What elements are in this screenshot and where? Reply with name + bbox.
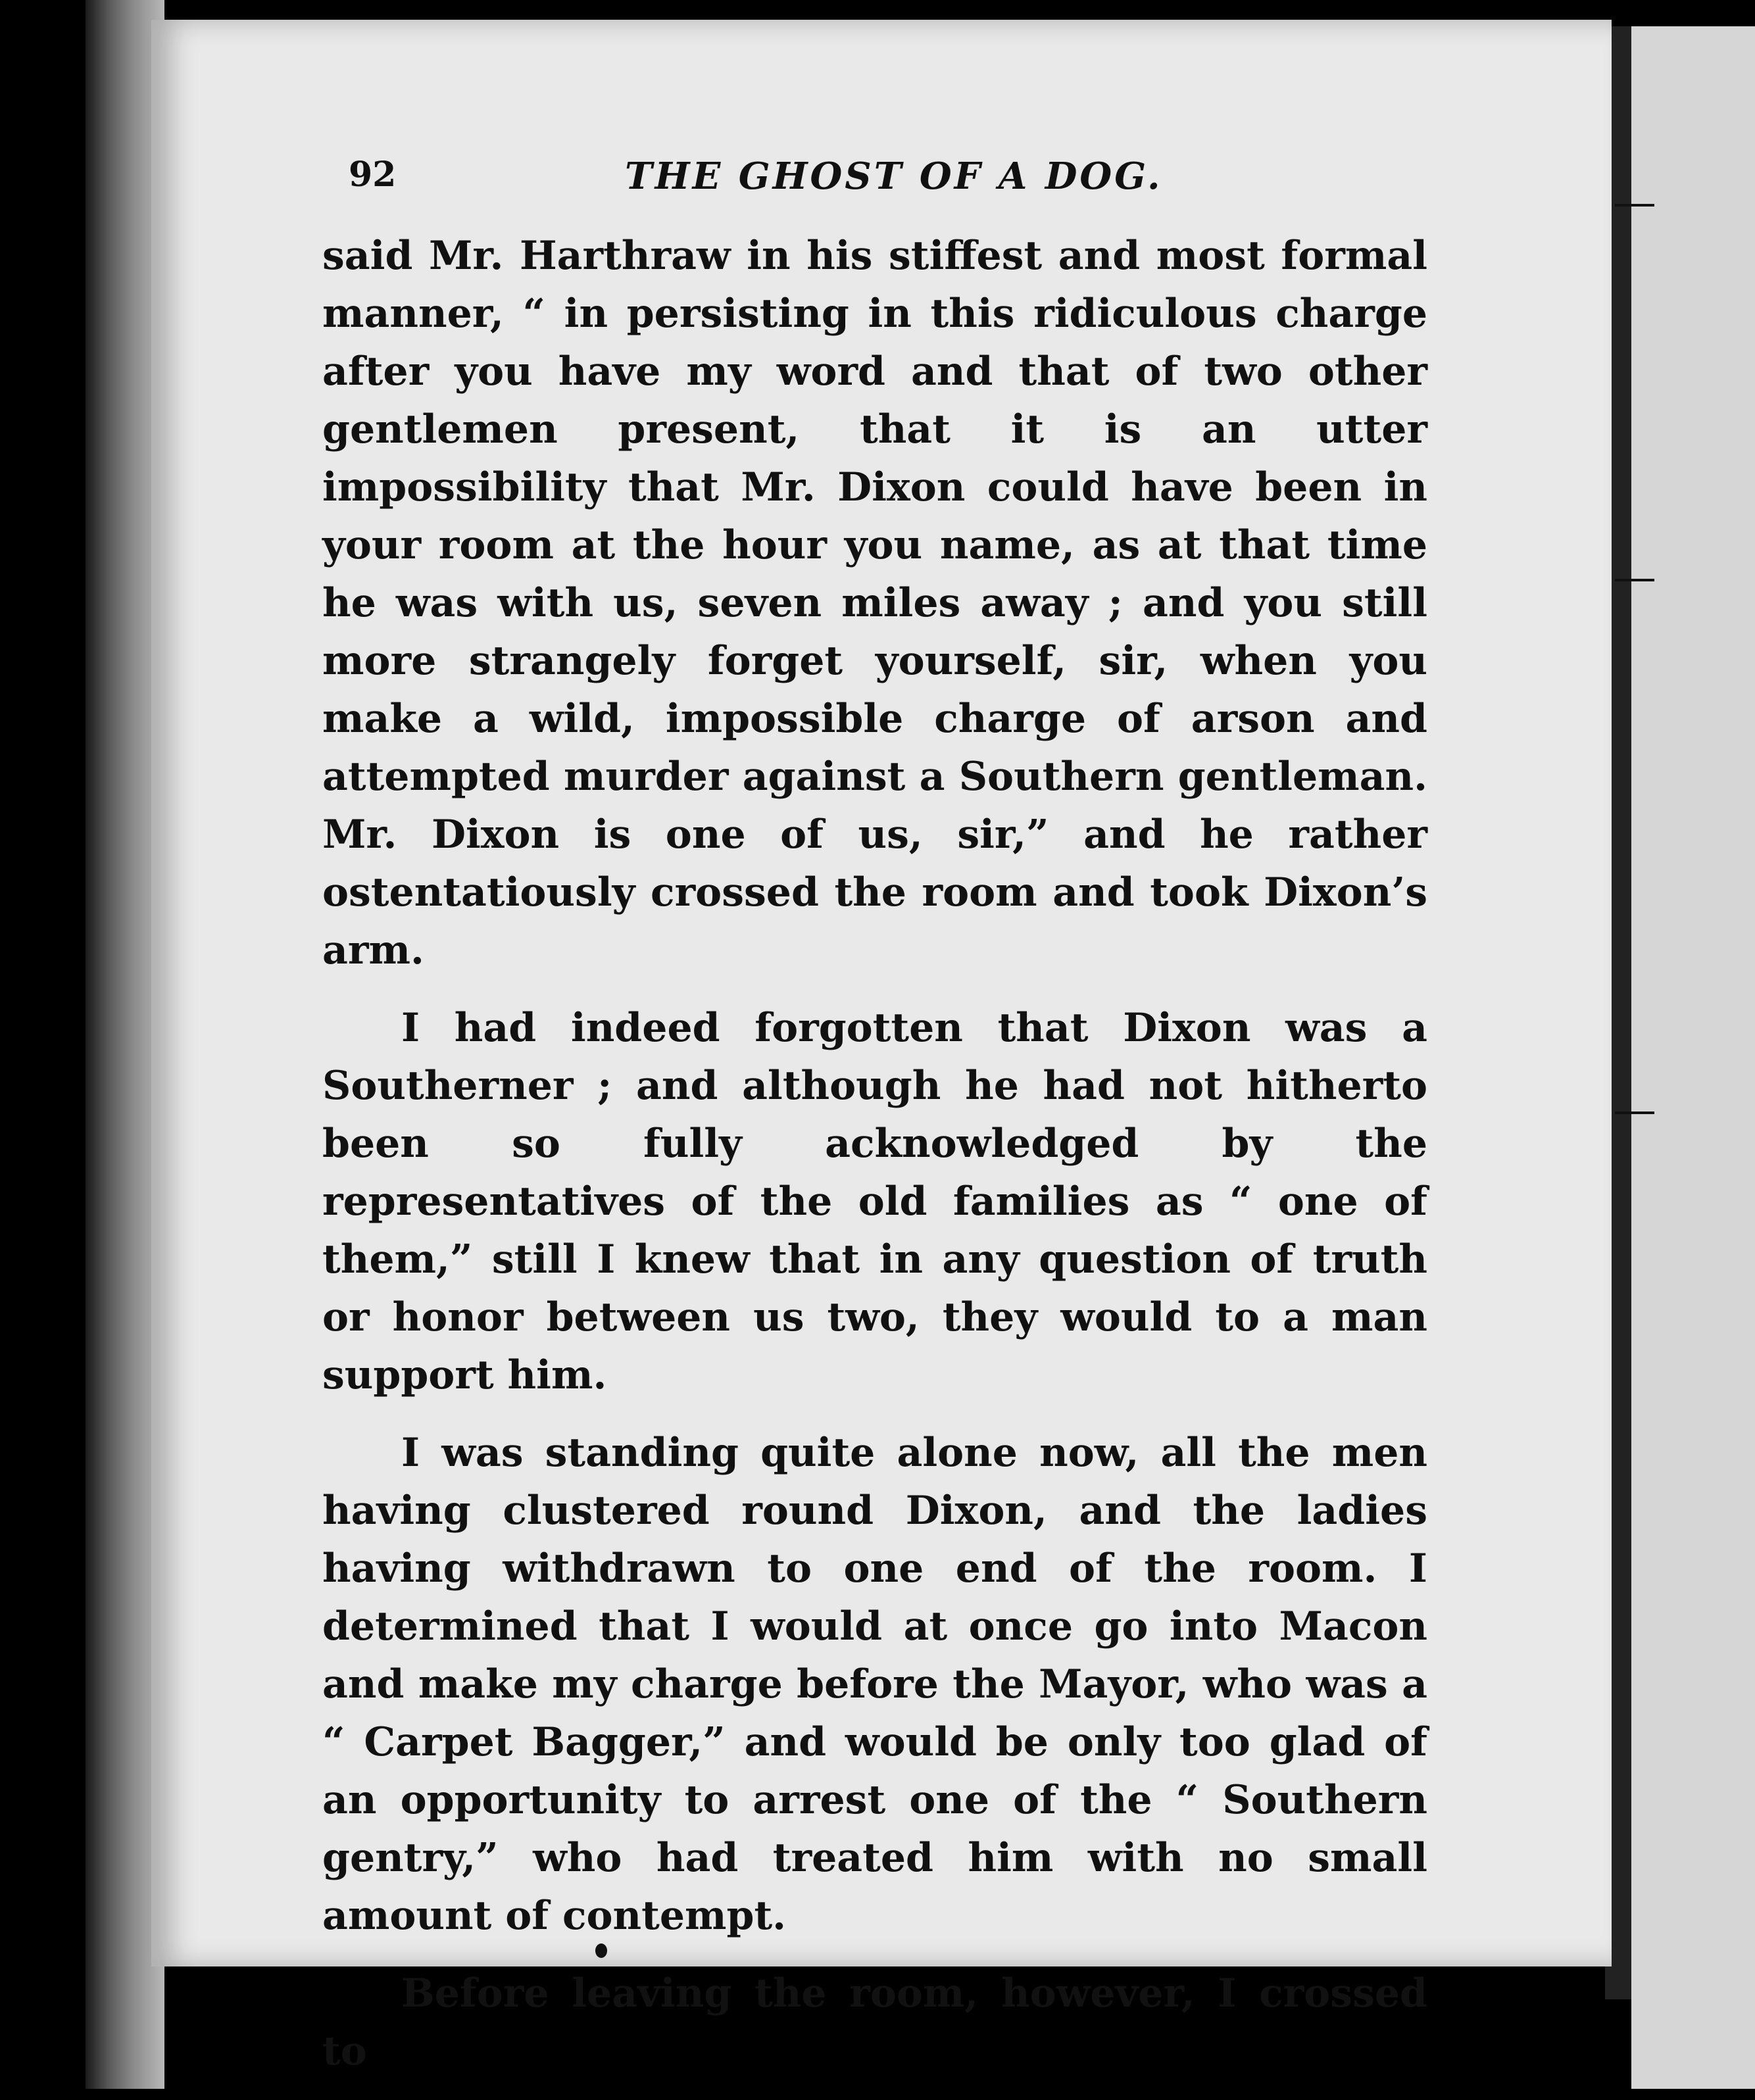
facing-page-edge bbox=[1631, 26, 1755, 2089]
running-head bbox=[349, 155, 1579, 201]
page-number: 92 bbox=[349, 155, 397, 195]
paragraph: I was standing quite alone now, all the men having clustered round Dixon, and the ladies having withdrawn to one end of the room. I determined that I would at once go into Macon and make my charge before the Mayor, who was a “ Carpet Bagger,” and would be only too glad of an opportunity to arrest one of the “ Southern gentry,” who had treated him with no small amount of contempt. bbox=[322, 1430, 1427, 1939]
gutter-mark bbox=[1615, 579, 1654, 581]
gutter-mark bbox=[1615, 1111, 1654, 1114]
body-text bbox=[322, 227, 1427, 2100]
ink-blot bbox=[595, 1943, 607, 1958]
running-title: THE GHOST OF A DOG. bbox=[625, 155, 1163, 198]
paragraph: I had indeed forgotten that Dixon was a Southerner ; and although he had not hitherto been so fully acknowledged by the representatives of the old families as “ one of them,” still I knew that in any question of truth or honor between us two, they would to a man support him. bbox=[322, 1005, 1427, 1398]
paragraph: said Mr. Harthraw in his stiffest and most formal manner, “ in persisting in this ridiculous charge after you have my word and that of two other gentlemen present, that it is an utter impossibility that Mr. Dixon could have been in your room at the hour you name, as at that time he was with us, seven miles away ; and you still more strangely forget yourself, sir, when you make a wild, impossible charge of arson and attempted murder against a Southern gentleman. Mr. Dixon is one of us, sir,” and he rather ostentatiously crossed the room and took Dixon’s arm. bbox=[322, 233, 1427, 973]
paragraph: Before leaving the room, however, I crossed to bbox=[322, 1970, 1427, 2074]
gutter-mark bbox=[1615, 204, 1654, 207]
